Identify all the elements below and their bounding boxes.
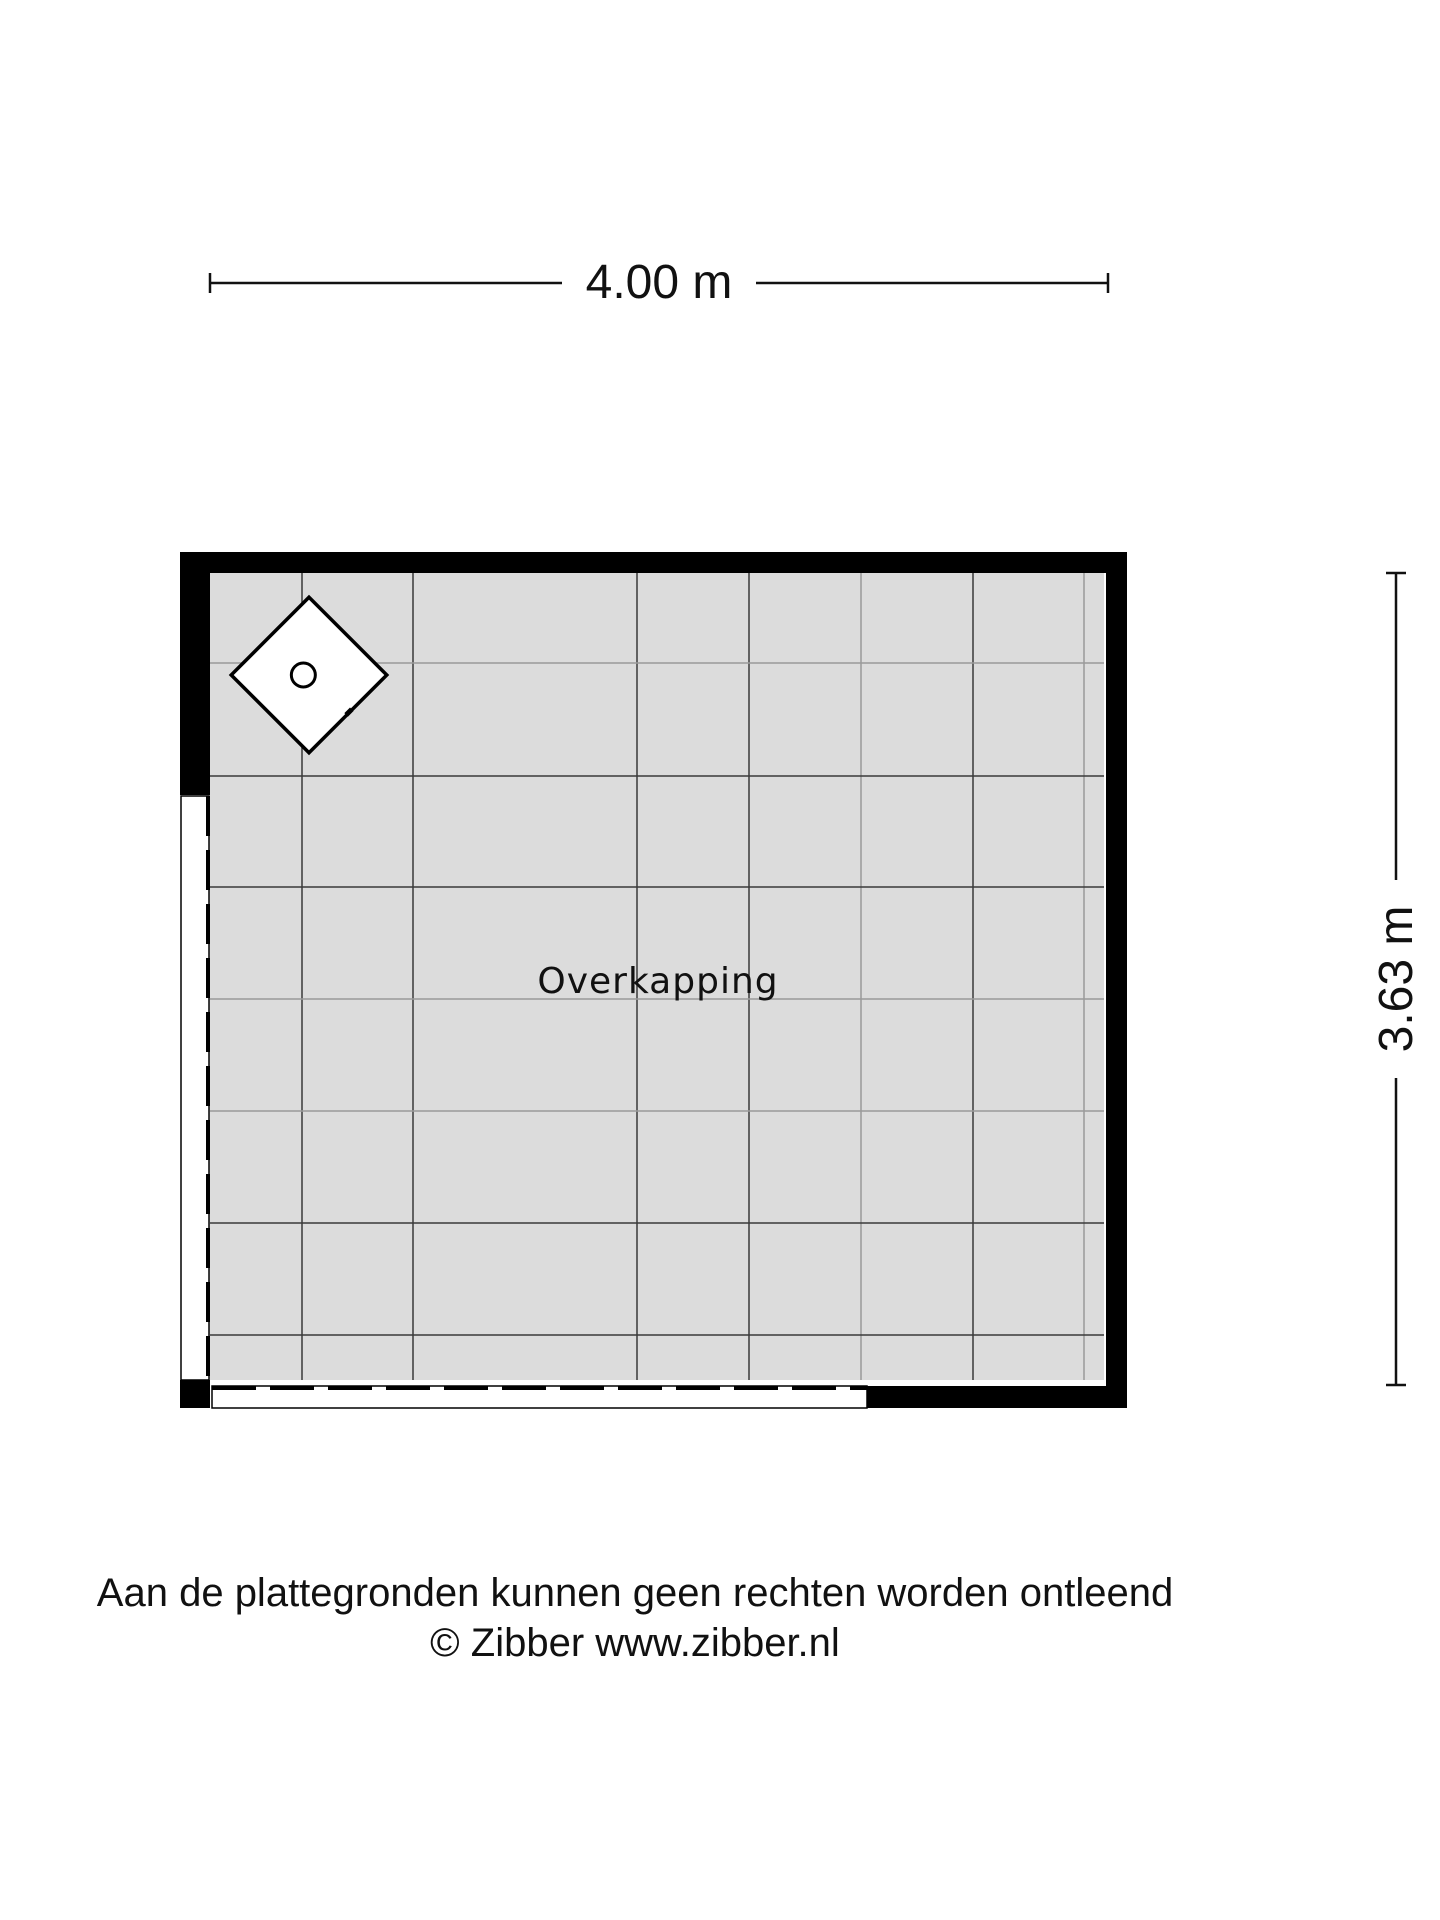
- height-dimension: [1370, 573, 1423, 1385]
- wall-bottom-right: [867, 1386, 1127, 1408]
- width-dimension-label: 4.00 m: [585, 256, 733, 309]
- copyright-text: © Zibber www.zibber.nl: [430, 1621, 840, 1665]
- wall-left-upper: [180, 552, 210, 795]
- room-overkapping: [180, 552, 1127, 1408]
- room-label: Overkapping: [537, 961, 779, 1002]
- footer: [0, 1568, 1270, 1668]
- open-side-left: [181, 796, 209, 1380]
- height-dimension-label: 3.63 m: [1370, 905, 1423, 1053]
- open-side-bottom: [212, 1386, 867, 1408]
- wall-right: [1106, 552, 1127, 1408]
- open-side-left-outline: [181, 796, 209, 1380]
- disclaimer-text: Aan de plattegronden kunnen geen rechten worden ontleend: [96, 1571, 1174, 1615]
- wall-left-corner: [180, 1380, 210, 1408]
- width-dimension: [210, 256, 1108, 309]
- wall-top: [180, 552, 1127, 573]
